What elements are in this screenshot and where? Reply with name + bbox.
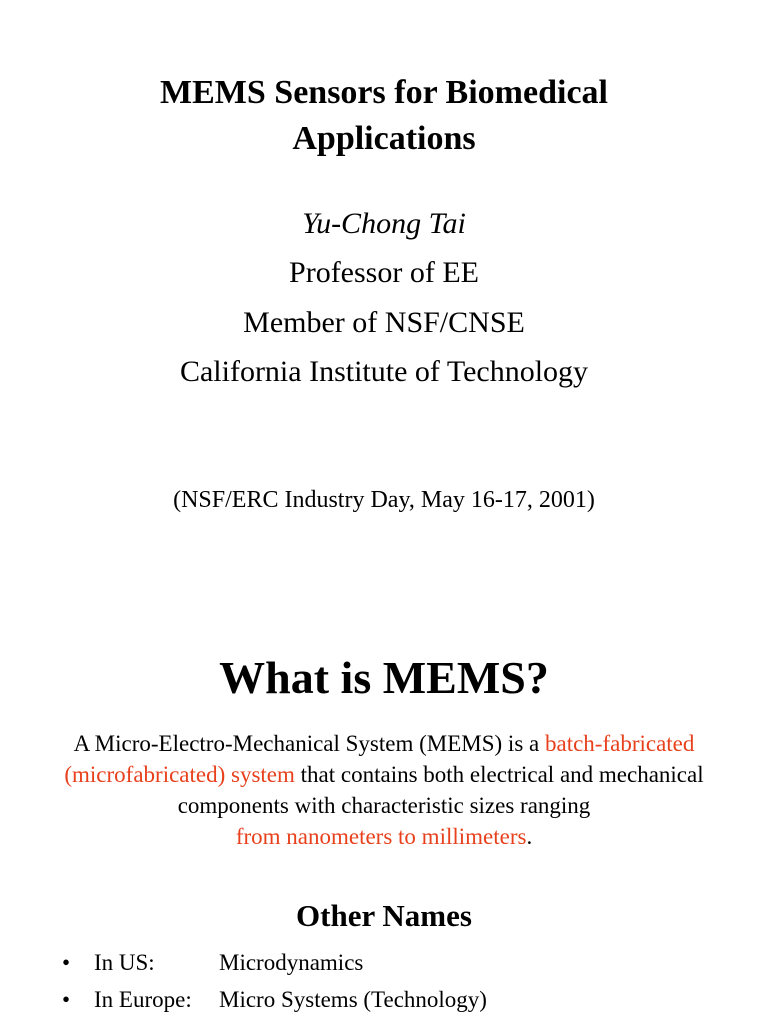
definition-text: components with characteristic sizes ranging	[177, 793, 591, 818]
list-item	[62, 981, 487, 1018]
author-name: Yu-Chong Tai	[302, 207, 466, 240]
definition-line-1	[0, 728, 768, 759]
definition-text: that contains both electrical and mechanical	[294, 762, 704, 787]
alternate-name: Micro Systems (Technology)	[219, 987, 487, 1012]
author-role: Professor of EE	[289, 256, 479, 289]
other-names-title: Other Names	[296, 898, 472, 933]
bullet-icon: •	[62, 987, 71, 1012]
event-note: (NSF/ERC Industry Day, May 16-17, 2001)	[173, 487, 595, 513]
definition-text: A Micro-Electro-Mechanical System (MEMS) is a	[73, 731, 545, 756]
list-item	[62, 944, 487, 981]
definition-line-4	[0, 821, 768, 852]
presentation-title	[0, 70, 768, 162]
definition-highlight: batch-fabricated	[544, 731, 695, 756]
author-institution: California Institute of Technology	[179, 355, 589, 388]
section-title: What is MEMS?	[219, 652, 549, 703]
region-label: In US:	[94, 950, 155, 975]
definition-highlight: from nanometers to millimeters	[235, 824, 527, 849]
author-membership: Member of NSF/CNSE	[243, 306, 525, 339]
other-names-list	[62, 944, 487, 1018]
presentation-title-line-2: Applications	[292, 120, 476, 157]
definition-line-3	[0, 790, 768, 821]
bullet-icon: •	[62, 950, 71, 975]
mems-definition	[0, 728, 768, 852]
definition-line-2	[0, 759, 768, 790]
presentation-title-line-1: MEMS Sensors for Biomedical	[160, 74, 608, 111]
definition-highlight: (microfabricated) system	[64, 762, 295, 787]
definition-text: .	[526, 824, 533, 849]
alternate-name: Microdynamics	[219, 950, 364, 975]
region-label: In Europe:	[94, 987, 192, 1012]
